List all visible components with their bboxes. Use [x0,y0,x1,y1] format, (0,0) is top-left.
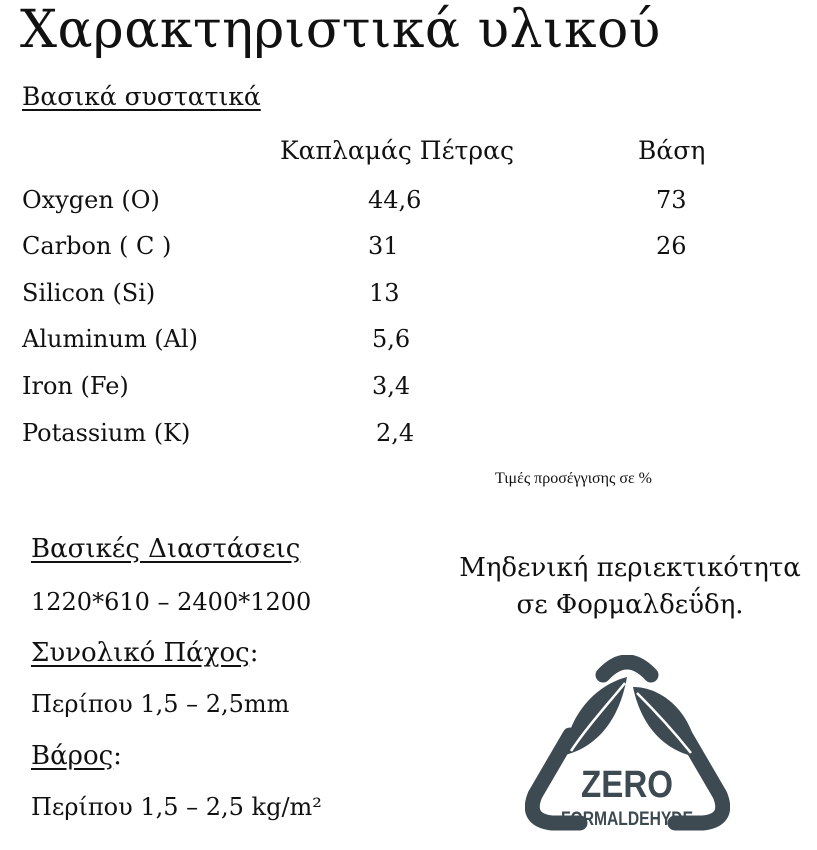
dimensions-value: 1220*610 – 2400*1200 [31,588,312,616]
element-name: Carbon ( C ) [22,232,172,260]
stone-value: 31 [368,232,399,260]
stone-value: 13 [369,279,400,307]
composition-row-iron [0,372,817,412]
composition-row-aluminum [0,325,817,365]
composition-row-silicon [0,279,817,319]
element-name: Potassium (K) [22,419,191,447]
zero-formaldehyde-statement [420,550,817,624]
dimensions-label-text: Βασικές Διαστάσεις [31,534,301,564]
composition-row-carbon [0,232,817,272]
weight-label-text: Βάρος [31,741,114,771]
base-value: 73 [656,186,687,214]
stone-value: 2,4 [376,419,415,447]
logo-word-zero: ZERO [581,764,673,806]
thickness-label-text: Συνολικό Πάχος [31,638,250,668]
stone-value: 5,6 [372,325,411,353]
weight-label: Βάρος: [31,741,122,771]
thickness-label: Συνολικό Πάχος: [31,638,259,668]
base-value: 26 [656,232,687,260]
column-header-base: Βάση [638,136,706,165]
composition-row-potassium [0,419,817,459]
logo-word-formaldehyde: FORMALDEHYDE [561,809,693,830]
composition-heading: Βασικά συστατικά [22,82,261,111]
composition-row-oxygen [0,186,817,226]
zero-formaldehyde-leaf-triangle-icon [525,655,730,833]
values-note: Τιμές προσέγγισης σε % [495,470,652,487]
weight-value: Περίπου 1,5 – 2,5 kg/m² [31,793,322,821]
thickness-value: Περίπου 1,5 – 2,5mm [31,690,290,718]
element-name: Silicon (Si) [22,279,156,307]
element-name: Oxygen (O) [22,186,160,214]
dimensions-label [31,534,300,564]
page-title: Χαρακτηριστικά υλικού [20,0,661,60]
element-name: Aluminum (Al) [22,325,198,353]
stone-value: 3,4 [372,372,411,400]
zero-formaldehyde-line-1: Μηδενική περιεκτικότητα [459,553,801,583]
zero-formaldehyde-line-2: σε Φορμαλδεΰδη. [516,590,744,620]
column-header-stone-veneer: Καπλαμάς Πέτρας [280,136,514,165]
element-name: Iron (Fe) [22,372,129,400]
stone-value: 44,6 [368,186,422,214]
